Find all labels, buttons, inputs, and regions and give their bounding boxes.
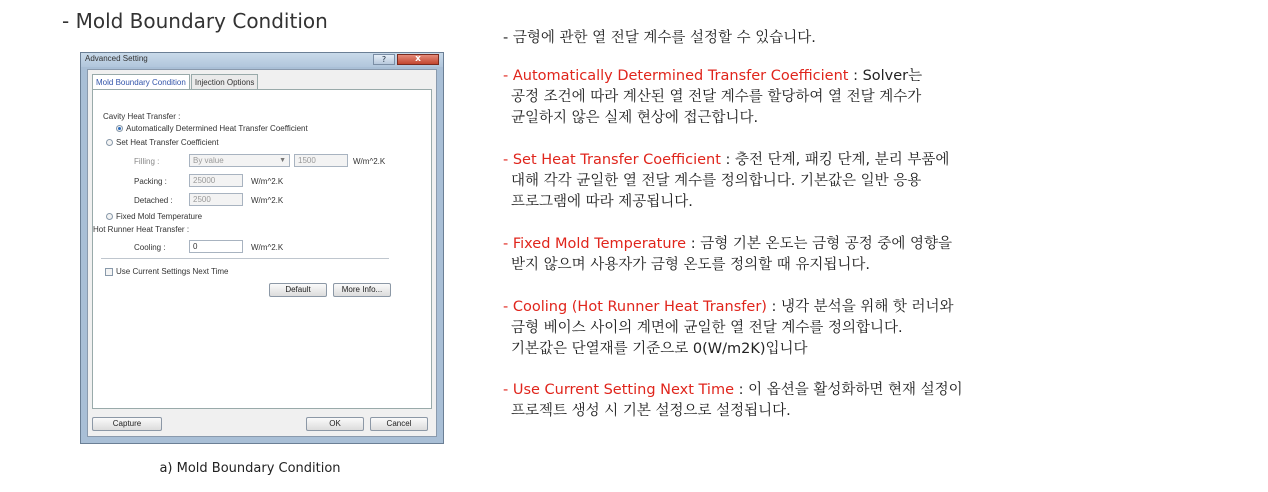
radio-auto[interactable]	[116, 125, 123, 132]
more-info-button[interactable]: More Info...	[333, 283, 391, 297]
advanced-setting-dialog	[80, 52, 444, 444]
dialog-titlebar	[81, 53, 443, 67]
filling-value-input[interactable]: 1500	[294, 154, 348, 167]
radio-set[interactable]	[106, 139, 113, 146]
packing-unit: W/m^2.K	[251, 177, 284, 186]
desc-cooling-line2: 금형 베이스 사이의 계면에 균일한 열 전달 계수를 정의합니다.	[511, 320, 903, 336]
radio-fixed[interactable]	[106, 213, 113, 220]
use-current-label: Use Current Settings Next Time	[116, 267, 229, 276]
desc-fixed-line2: 받지 않으며 사용자가 금형 온도를 정의할 때 유지됩니다.	[511, 257, 871, 273]
cooling-value-input[interactable]: 0	[189, 240, 243, 253]
cancel-button[interactable]: Cancel	[370, 417, 428, 431]
tab-mold-boundary-condition[interactable]: Mold Boundary Condition	[92, 74, 190, 91]
desc-fixed-rest: : 금형 기본 온도는 금형 공정 중에 영향을	[686, 236, 952, 252]
cavity-heat-transfer-label: Cavity Heat Transfer :	[103, 112, 181, 121]
desc-intro-text: - 금형에 관한 열 전달 계수를 설정할 수 있습니다.	[503, 30, 816, 46]
cooling-unit: W/m^2.K	[251, 243, 284, 252]
dialog-title: Advanced Setting	[85, 54, 148, 63]
desc-use-current	[503, 380, 963, 422]
dialog-client	[87, 69, 437, 437]
desc-intro	[503, 28, 816, 49]
desc-cooling-rest: : 냉각 분석을 위해 핫 러너와	[766, 299, 954, 315]
default-button[interactable]: Default	[269, 283, 327, 297]
filling-unit: W/m^2.K	[353, 157, 386, 166]
chevron-down-icon: ▼	[279, 157, 286, 164]
detached-unit: W/m^2.K	[251, 196, 284, 205]
desc-set-line3: 프로그램에 따라 제공됩니다.	[511, 194, 693, 210]
divider	[101, 258, 389, 259]
help-button[interactable]: ?	[373, 54, 395, 65]
figure-caption	[0, 461, 500, 476]
section-heading: - Mold Boundary Condition	[62, 9, 328, 33]
filling-mode-value: By value	[193, 156, 224, 165]
desc-auto-line3: 균일하지 않은 실제 현상에 접근합니다.	[511, 110, 759, 126]
detached-value-input[interactable]: 2500	[189, 193, 243, 206]
tab-injection-options[interactable]: Injection Options	[191, 74, 259, 91]
desc-set-rest: : 충전 단계, 패킹 단계, 분리 부품에	[720, 152, 950, 168]
desc-set	[503, 150, 949, 213]
ok-button[interactable]: OK	[306, 417, 364, 431]
desc-cooling-line3: 기본값은 단열재를 기준으로 0(W/m2K)입니다	[511, 341, 808, 357]
radio-set-label: Set Heat Transfer Coefficient	[116, 138, 219, 147]
use-current-checkbox[interactable]	[105, 268, 113, 276]
packing-value-input[interactable]: 25000	[189, 174, 243, 187]
figure-caption-text: a) Mold Boundary Condition	[159, 461, 341, 476]
desc-cooling	[503, 297, 954, 360]
desc-use-rest: : 이 옵션을 활성화하면 현재 설정이	[734, 382, 963, 398]
detached-label: Detached :	[134, 196, 173, 205]
desc-use-line2: 프로젝트 생성 시 기본 설정으로 설정됩니다.	[511, 403, 791, 419]
desc-use-title: - Use Current Setting Next Time	[503, 382, 735, 398]
radio-auto-label: Automatically Determined Heat Transfer Coefficient	[126, 124, 308, 133]
hot-runner-label: Hot Runner Heat Transfer :	[93, 225, 190, 234]
filling-label: Filling :	[134, 157, 160, 166]
cooling-label: Cooling :	[134, 243, 166, 252]
desc-auto-title: - Automatically Determined Transfer Coefficient	[503, 68, 849, 84]
desc-auto	[503, 66, 922, 129]
tab-panel	[92, 89, 432, 409]
desc-auto-line2: 공정 조건에 따라 계산된 열 전달 계수를 할당하여 열 전달 계수가	[511, 89, 922, 105]
desc-auto-rest: : Solver는	[848, 68, 923, 84]
desc-set-title: - Set Heat Transfer Coefficient	[503, 152, 721, 168]
packing-label: Packing :	[134, 177, 167, 186]
capture-button[interactable]: Capture	[92, 417, 162, 431]
close-button[interactable]: x	[397, 54, 439, 65]
filling-mode-select[interactable]	[189, 154, 290, 167]
desc-fixed-title: - Fixed Mold Temperature	[503, 236, 687, 252]
desc-cooling-title: - Cooling (Hot Runner Heat Transfer)	[503, 299, 767, 315]
tab-bar	[92, 74, 259, 90]
radio-fixed-label: Fixed Mold Temperature	[116, 212, 203, 221]
desc-set-line2: 대해 각각 균일한 열 전달 계수를 정의합니다. 기본값은 일반 응용	[511, 173, 922, 189]
desc-fixed	[503, 234, 952, 276]
